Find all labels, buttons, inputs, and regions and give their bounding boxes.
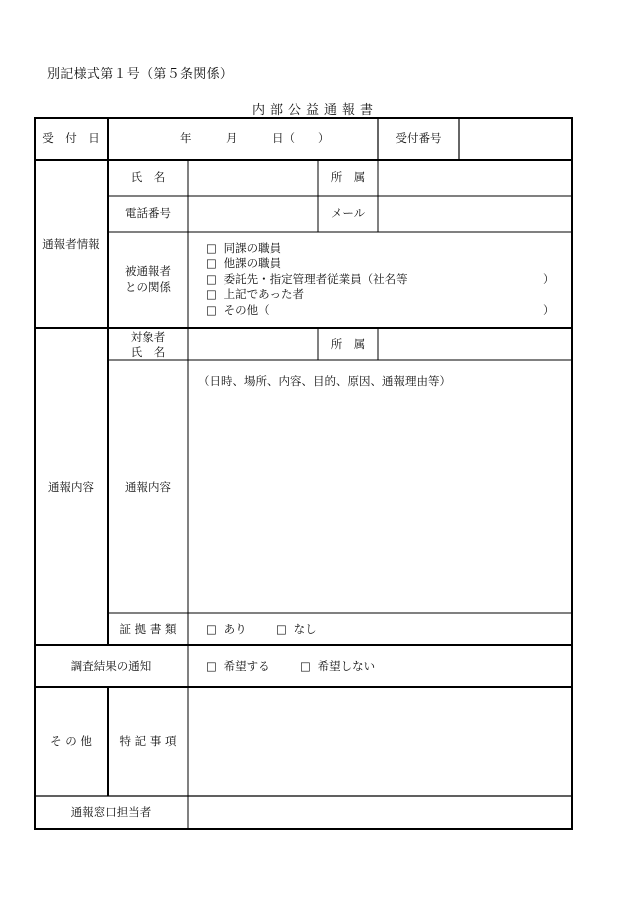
form-title: 内部公益通報書 [251, 103, 378, 118]
reception-date-label: 受 付 日 [42, 131, 100, 145]
notification-option-no-wish[interactable] [300, 659, 375, 674]
contact-label: 通報窓口担当者 [70, 805, 152, 819]
form-reference: 別記様式第１号（第５条関係） [47, 67, 234, 82]
other-section-label: そ の 他 [50, 734, 92, 748]
date-day-label: 日（ ） [272, 131, 330, 145]
evidence-option-no[interactable] [276, 622, 317, 637]
reporter-phone-label: 電話番号 [125, 206, 171, 220]
report-section-label: 通報内容 [48, 480, 94, 494]
content-hint: （日時、場所、内容、目的、原因、通報理由等） [198, 374, 451, 388]
reporter-phone-field[interactable] [194, 206, 312, 222]
subject-label-line1: 対象者 [130, 330, 166, 344]
relation-label-line1: 被通報者 [125, 264, 171, 278]
checkbox-icon[interactable]: □ [206, 287, 217, 301]
checkbox-icon[interactable]: □ [276, 622, 287, 636]
reporter-affiliation-label: 所 属 [330, 170, 366, 184]
contractor-paren-close: ） [543, 272, 555, 286]
evidence-label: 証 拠 書 類 [119, 622, 177, 636]
relation-option-label: その他（ [223, 303, 270, 317]
relation-option-label: 同課の職員 [223, 241, 282, 255]
date-year-label: 年 [180, 131, 192, 145]
checkbox-icon[interactable]: □ [206, 659, 217, 673]
reporter-name-label: 氏 名 [130, 170, 166, 184]
other-paren-close: ） [543, 303, 555, 317]
checkbox-icon[interactable]: □ [206, 241, 217, 255]
content-field[interactable] [194, 392, 566, 606]
reception-number-label: 受付番号 [395, 131, 442, 145]
evidence-option-yes[interactable] [206, 622, 247, 637]
remarks-field[interactable] [194, 695, 566, 789]
reporter-affiliation-field[interactable] [384, 170, 564, 186]
subject-name-field[interactable] [194, 337, 312, 353]
evidence-option-label: あり [223, 622, 247, 636]
relation-option-other[interactable] [206, 303, 270, 318]
relation-option-contractor[interactable] [206, 272, 408, 287]
subject-affiliation-label: 所 属 [330, 337, 366, 351]
relation-option-label: 他課の職員 [223, 256, 282, 270]
relation-option-label: 上記であった者 [223, 287, 305, 301]
contact-field[interactable] [194, 803, 566, 821]
reporter-name-field[interactable] [194, 170, 312, 186]
subject-label-line2: 氏 名 [130, 345, 166, 359]
subject-affiliation-field[interactable] [384, 337, 564, 353]
checkbox-icon[interactable]: □ [300, 659, 311, 673]
reporter-email-label: メール [330, 206, 366, 220]
date-month-label: 月 [226, 131, 238, 145]
remarks-label: 特 記 事 項 [119, 734, 177, 748]
content-label: 通報内容 [125, 480, 171, 494]
checkbox-icon[interactable]: □ [206, 272, 217, 286]
evidence-option-label: なし [293, 622, 317, 636]
relation-label-line2: との関係 [125, 280, 171, 294]
relation-option-label: 委託先・指定管理者従業員（社名等 [223, 272, 408, 286]
checkbox-icon[interactable]: □ [206, 256, 217, 270]
relation-option-other-section[interactable] [206, 256, 281, 271]
checkbox-icon[interactable]: □ [206, 303, 217, 317]
relation-option-same-section[interactable] [206, 241, 281, 256]
notification-option-label: 希望する [223, 659, 270, 673]
notification-option-wish[interactable] [206, 659, 270, 674]
reporter-section-label: 通報者情報 [42, 237, 100, 251]
checkbox-icon[interactable]: □ [206, 622, 217, 636]
notification-option-label: 希望しない [317, 659, 376, 673]
notification-label: 調査結果の通知 [70, 659, 152, 673]
relation-option-former[interactable] [206, 287, 304, 302]
reporter-email-field[interactable] [384, 206, 564, 222]
report-form-table [34, 117, 573, 830]
